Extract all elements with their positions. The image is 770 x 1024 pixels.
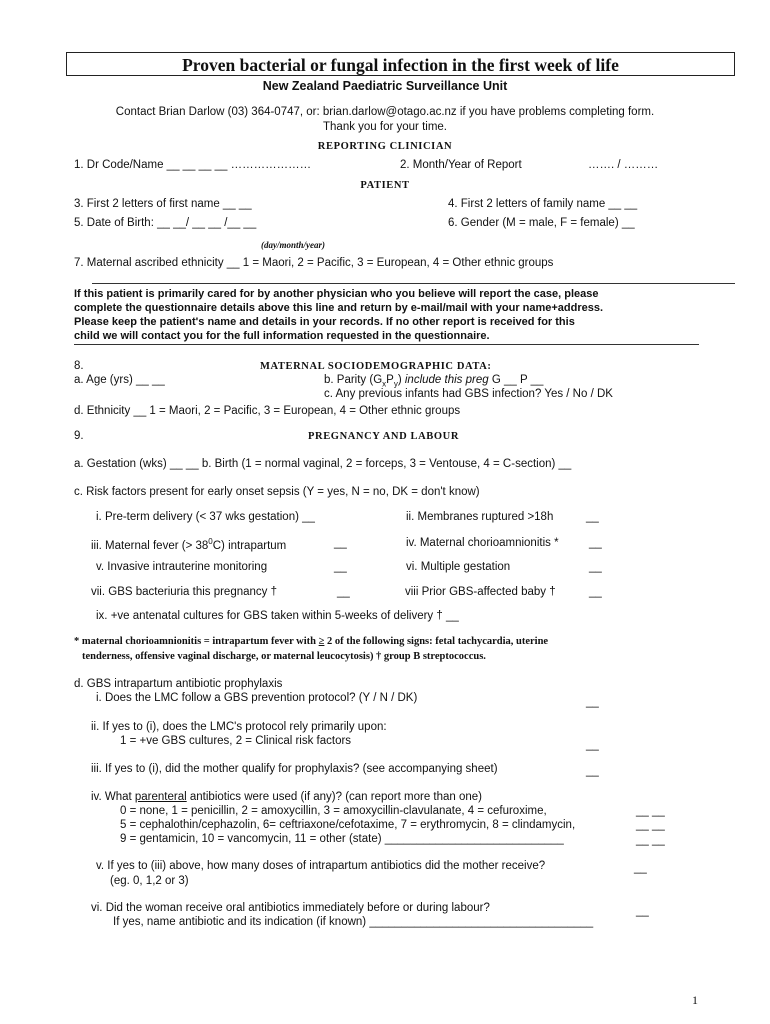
parity-label: b. Parity (G xyxy=(324,374,383,386)
footnote-line-2: tenderness, offensive vaginal discharge, or maternal leucocytosis) † group B streptococcus. xyxy=(82,651,486,662)
notice-top-rule xyxy=(92,283,735,284)
rf-vi-multiple: vi. Multiple gestation xyxy=(406,561,511,573)
rf-vi-blank[interactable]: __ xyxy=(589,561,602,573)
parity-sub-x: x xyxy=(382,379,387,389)
notice-line-3: Please keep the patient's name and details in your records. If no other report is received for this xyxy=(74,316,575,328)
rf-iii-blank[interactable]: __ xyxy=(334,537,347,549)
q8d-ethnicity[interactable]: d. Ethnicity __ 1 = Maori, 2 = Pacific, 3 = European, 4 = Other ethnic groups xyxy=(74,405,461,417)
q9a-gestation-birth[interactable]: a. Gestation (wks) __ __ b. Birth (1 = normal vaginal, 2 = forceps, 3 = Ventouse, 4 = C-section) __ xyxy=(74,458,572,470)
iv-parenteral-word: parenteral xyxy=(134,791,187,803)
qd-iv-options-2: 5 = cephalothin/cephazolin, 6= ceftriaxone/cefotaxime, 7 = erythromycin, 8 = clindamycin, xyxy=(120,819,576,831)
parity-close: ) xyxy=(397,374,402,386)
rf-i-preterm[interactable]: i. Pre-term delivery (< 37 wks gestation) __ xyxy=(96,511,315,523)
qd-vi-oral-antibiotics: vi. Did the woman receive oral antibiotics immediately before or during labour? xyxy=(91,902,490,914)
iv-label-end: antibiotics were used (if any)? (can report more than one) xyxy=(186,791,482,803)
qd-i-blank[interactable]: __ xyxy=(586,696,599,708)
patient-heading: PATIENT xyxy=(360,180,410,191)
subtitle: New Zealand Paediatric Surveillance Unit xyxy=(262,79,508,93)
qd-v-blank[interactable]: __ xyxy=(634,862,647,874)
rf-vii-blank[interactable]: __ xyxy=(337,586,350,598)
qd-iii-blank[interactable]: __ xyxy=(586,765,599,777)
pregnancy-heading: PREGNANCY AND LABOUR xyxy=(308,431,460,442)
rf-v-blank[interactable]: __ xyxy=(334,561,347,573)
q8b-parity[interactable] xyxy=(324,374,543,389)
q1-dr-code[interactable]: 1. Dr Code/Name __ __ __ __ ………………… xyxy=(74,159,312,171)
qd-prophylaxis-heading: d. GBS intrapartum antibiotic prophylaxis xyxy=(74,678,283,690)
parity-fields: G __ P __ xyxy=(488,374,544,386)
qd-i-protocol: i. Does the LMC follow a GBS prevention protocol? (Y / N / DK) xyxy=(96,692,418,704)
notice-bottom-rule xyxy=(74,344,699,345)
q5-date-of-birth[interactable]: 5. Date of Birth: __ __/ __ __ /__ __ xyxy=(74,217,257,229)
qd-iv-blank-1[interactable]: __ __ xyxy=(636,805,665,817)
qd-iv-options-3[interactable]: 9 = gentamicin, 10 = vancomycin, 11 = other (state) ____________________________ xyxy=(120,833,564,845)
qd-v-doses: v. If yes to (iii) above, how many doses of intrapartum antibiotics did the mother receive? xyxy=(96,860,546,872)
rf-viii-prior-baby: viii Prior GBS-affected baby † xyxy=(405,586,556,598)
rf-vii-bacteriuria: vii. GBS bacteriuria this pregnancy † xyxy=(91,586,278,598)
section-9-number: 9. xyxy=(74,430,84,442)
qd-ii-protocol-basis: ii. If yes to (i), does the LMC's protocol rely primarily upon: xyxy=(91,721,387,733)
dob-format-hint: (day/month/year) xyxy=(261,240,325,250)
reporting-clinician-heading: REPORTING CLINICIAN xyxy=(317,141,453,152)
contact-line: Contact Brian Darlow (03) 364-0747, or: brian.darlow@otago.ac.nz if you have problems completing form. xyxy=(115,106,655,118)
degree-sup: 0 xyxy=(208,537,213,546)
q4-family-name-letters[interactable]: 4. First 2 letters of family name __ __ xyxy=(448,198,638,210)
iv-label: iv. What xyxy=(91,791,135,803)
rf-iii-maternal-fever xyxy=(91,537,286,554)
q9c-risk-factors: c. Risk factors present for early onset sepsis (Y = yes, N = no, DK = don't know) xyxy=(74,486,480,498)
parity-p: P xyxy=(386,374,394,386)
notice-line-1: If this patient is primarily cared for by another physician who you believe will report the case, please xyxy=(74,288,599,300)
page-number: 1 xyxy=(692,993,698,1007)
q2-month-year-field[interactable]: ……. / ……… xyxy=(588,159,659,171)
rf-iv-chorioamnionitis: iv. Maternal chorioamnionitis * xyxy=(406,537,559,549)
footnote-line-1 xyxy=(74,636,548,649)
q7-maternal-ethnicity[interactable]: 7. Maternal ascribed ethnicity __ 1 = Maori, 2 = Pacific, 3 = European, 4 = Other ethnic groups xyxy=(74,257,554,269)
qd-vi-blank[interactable]: __ xyxy=(636,905,649,917)
q2-month-year-label: 2. Month/Year of Report xyxy=(400,159,522,171)
q8c-previous-gbs[interactable]: c. Any previous infants had GBS infection? Yes / No / DK xyxy=(324,388,613,400)
notice-line-4: child we will contact you for the full information requested in the questionnaire. xyxy=(74,330,490,342)
qd-v-example: (eg. 0, 1,2 or 3) xyxy=(110,875,189,887)
footnote-text-end: 2 of the following signs: fetal tachycardia, uterine xyxy=(324,636,549,647)
rf-ii-blank[interactable]: __ xyxy=(586,511,599,523)
qd-iv-blank-3[interactable]: __ __ xyxy=(636,834,665,846)
qd-iv-blank-2[interactable]: __ __ xyxy=(636,819,665,831)
qd-vi-name-antibiotic[interactable]: If yes, name antibiotic and its indication (if known) ___________________________________ xyxy=(113,916,594,928)
qd-ii-options: 1 = +ve GBS cultures, 2 = Clinical risk factors xyxy=(120,735,352,747)
parity-include-note: include this preg xyxy=(401,374,489,386)
qd-ii-blank[interactable]: __ xyxy=(586,739,599,751)
parity-sub-y: y xyxy=(393,379,398,389)
maternal-heading: MATERNAL SOCIODEMOGRAPHIC DATA: xyxy=(260,361,492,372)
ge-symbol: ≥ xyxy=(318,636,325,647)
q3-first-name-letters[interactable]: 3. First 2 letters of first name __ __ xyxy=(74,198,252,210)
q8a-age[interactable]: a. Age (yrs) __ __ xyxy=(74,374,165,386)
rf-iv-blank[interactable]: __ xyxy=(589,537,602,549)
rf-ii-membranes: ii. Membranes ruptured >18h xyxy=(406,511,554,523)
qd-iv-parenteral xyxy=(91,791,482,805)
fever-label-end: C) intrapartum xyxy=(212,539,287,552)
footnote-text: * maternal chorioamnionitis = intrapartum fever with xyxy=(74,636,319,647)
rf-viii-blank[interactable]: __ xyxy=(589,586,602,598)
q6-gender[interactable]: 6. Gender (M = male, F = female) __ xyxy=(448,217,635,229)
qd-iv-options-1: 0 = none, 1 = penicillin, 2 = amoxycillin, 3 = amoxycillin-clavulanate, 4 = cefuroxime, xyxy=(120,805,547,817)
page-title: Proven bacterial or fungal infection in the first week of life xyxy=(182,55,619,75)
section-8-number: 8. xyxy=(74,360,84,372)
rf-v-intrauterine: v. Invasive intrauterine monitoring xyxy=(96,561,268,573)
fever-label: iii. Maternal fever (> 38 xyxy=(91,539,209,552)
thanks-line: Thank you for your time. xyxy=(323,121,447,133)
qd-iii-qualify: iii. If yes to (i), did the mother qualify for prophylaxis? (see accompanying sheet) xyxy=(91,763,498,775)
notice-line-2: complete the questionnaire details above this line and return by e-mail/mail with your name+address. xyxy=(74,302,604,314)
rf-ix-antenatal-cultures[interactable]: ix. +ve antenatal cultures for GBS taken within 5-weeks of delivery † __ xyxy=(96,610,459,622)
